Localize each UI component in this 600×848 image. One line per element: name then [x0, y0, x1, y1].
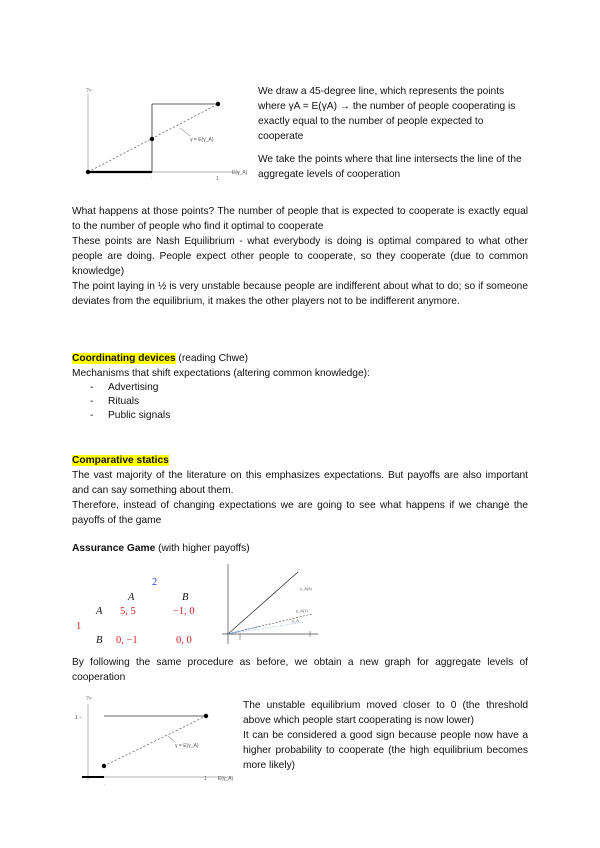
comparative-heading-line: [72, 453, 528, 468]
aggregate-cooperation-graph: [72, 84, 252, 194]
following-paragraph: By following the same procedure as before, we obtain a new graph for aggregate levels of cooperation: [72, 657, 528, 683]
line-label-2: γ_A(1): [296, 608, 308, 613]
y-tick-one: 1 −: [75, 715, 83, 721]
conclusion-paragraph-2: It can be considered a good sign because people now have a higher probability to cooperate (the high equilibrium becomes more likely): [243, 730, 528, 771]
x-tick-one: 1: [204, 776, 207, 782]
row-b-label: B: [96, 635, 103, 646]
comparative-statics-section: [72, 453, 528, 528]
paragraph-nash-equilibrium: These points are Nash Equilibrium - what everybody is doing is optimal compared to what other people are doing. People expect other people to cooperate, so they cooperate (due to common knowledge): [72, 236, 528, 277]
payoff-ab: −1, 0: [173, 606, 195, 617]
payoff-bb: 0, 0: [176, 635, 192, 646]
paragraph-what-happens: What happens at those points? The number of people that is expected to cooperate is exactly equal to the number of people who find it optimal to cooperate: [72, 206, 528, 232]
coordinating-heading: Coordinating devices: [72, 353, 176, 364]
x-tick-threshold: ·: [104, 782, 106, 788]
equilibrium-point-middle: [150, 137, 154, 141]
player-2-label: 2: [152, 577, 158, 588]
list-item: - Advertising: [72, 381, 528, 395]
payoff-comparison-graph: [220, 562, 324, 648]
player-1-label: 1: [76, 621, 82, 632]
assurance-heading: Assurance Game: [72, 543, 156, 554]
row-a-label: A: [96, 606, 103, 617]
equilibrium-point-high: [216, 102, 220, 106]
45-degree-line-label: γ = E(γ_A): [175, 743, 199, 749]
paragraph-unstable-point: The point laying in ½ is very unstable because people are indifferent about what to do; so if someone deviates from the equilibrium, it makes the other players not to be indifferent anymore.: [72, 281, 528, 307]
line-label-pointer: [168, 736, 175, 742]
graph-y-label: ?>: [86, 696, 92, 702]
list-item: - Rituals: [72, 395, 528, 409]
equilibrium-point-low: [86, 170, 90, 174]
assurance-heading-suffix: (with higher payoffs): [155, 543, 250, 554]
equilibrium-point-high: [204, 714, 208, 718]
45-degree-line: [104, 716, 206, 766]
assurance-heading-line: [72, 541, 528, 556]
column-b-label: B: [182, 592, 189, 603]
graph-x-label: E(γ_A): [232, 170, 248, 176]
45-degree-line-label: γ = E(γ_A): [190, 137, 214, 143]
payoff-ba: 0, −1: [116, 635, 138, 646]
line-label-pointer: [180, 128, 190, 136]
explanation-intersection: We take the points where that line intersects the line of the aggregate levels of cooperation: [258, 154, 522, 180]
coordinating-heading-suffix: (reading Chwe): [175, 353, 249, 364]
column-a-label: A: [128, 592, 135, 603]
x-tick-half: ·: [151, 176, 153, 182]
comparative-paragraph-2: Therefore, instead of changing expectations we are going to see what happens if we change the payoffs of the game: [72, 500, 528, 526]
payoff-aa: 5, 5: [120, 606, 136, 617]
comparative-heading: Comparative statics: [72, 455, 169, 466]
conclusion-paragraph-1: The unstable equilibrium moved closer to 0 (the threshold above which people start cooperating is now lower): [243, 700, 528, 726]
following-paragraph-block: [72, 655, 528, 685]
equilibrium-section: [72, 204, 528, 309]
conclusion-block: [243, 698, 528, 773]
line-label-3: γ_A: [292, 618, 299, 623]
coordinating-list: [72, 381, 528, 423]
new-aggregate-cooperation-graph: [72, 692, 242, 792]
line-label-1: γ_A(5): [300, 586, 312, 591]
comparative-paragraph-1: The vast majority of the literature on this emphasizes expectations. But payoffs are also important and can say something about them.: [72, 470, 528, 496]
explanation-45-degree: We draw a 45-degree line, which represents the points where γA = E(γA) → the number of people cooperating is exactly equal to the number of people expected to cooperate: [258, 86, 516, 142]
graph-y-label: ?>: [86, 88, 92, 94]
equilibrium-point-low: [102, 764, 106, 768]
coordinating-devices-section: [72, 351, 528, 423]
x-tick-one: 1: [216, 176, 219, 182]
coordinating-heading-line: [72, 351, 528, 366]
graph-explanation: [258, 84, 528, 182]
coordinating-intro: Mechanisms that shift expectations (altering common knowledge):: [72, 368, 370, 379]
list-item: - Public signals: [72, 409, 528, 423]
graph-x-label: E(γ_A): [218, 776, 234, 782]
